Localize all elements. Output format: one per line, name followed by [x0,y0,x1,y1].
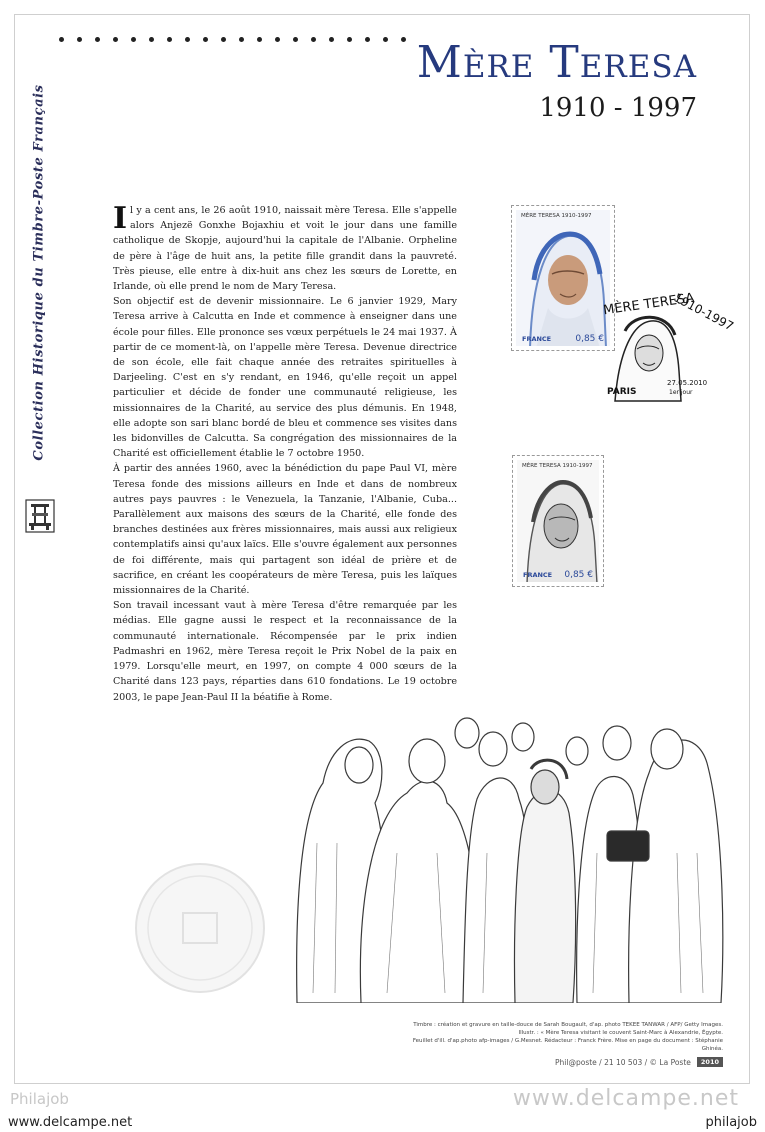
stamp-caption: MÈRE TERESA 1910-1997 [522,463,593,469]
biography-text [113,203,457,705]
printing-press-icon [25,499,55,533]
stamp-country: FRANCE [523,571,553,579]
bottom-bar-left: www.delcampe.net [8,1114,133,1130]
decorative-dots [59,37,406,42]
page-title: Mère Teresa [416,37,697,88]
stamp-caption: MÈRE TERESA 1910-1997 [521,213,592,219]
group-illustration [277,703,737,1003]
collection-side-title: Collection Historique du Timbre-Poste Français [31,84,47,461]
cancel-name: MÈRE TERESA [602,290,696,319]
embossed-seal [133,861,267,995]
paragraph-4: Son travail incessant vaut à mère Teresa d'être remarquée par les médias. Elle gagne aussi le respect et la reconnaissance de la communauté internationale. Récompensée par le prix indien Padmashri en 1962, mère Teresa reçoit le Prix Nobel de la paix en 1979. Lorsqu'elle meurt, en 1997, on compte 4 000 sœurs de la Charité dans 123 pays, réparties dans 610 fondations. Le 19 octobre 2003, le pape Jean-Paul II la béatifie à Rome. [113,600,457,703]
credits: Timbre : création et gravure en taille-douce de Sarah Bougault, d'ap. photo TEKEE TANWAR / AFP/ Getty Images. Illustr. : « Mère Teresa visitant le couvent Saint-Marc à Alexandrie, Égypte. Feuillet d'ill. d'ap.photo afp-images / G.Mesnet. Rédacteur : Franck Frère. Mise en page du document : Stéphanie Ghinéa. [412,1022,723,1052]
watermark-right: www.delcampe.net [512,1086,739,1111]
engraved-portrait [517,460,599,582]
cancel-first-day: 1er jour [669,389,693,396]
first-day-cancellation [585,290,736,411]
footer-reference: Phil@poste / 21 10 503 / © La Poste 2010 [555,1057,723,1067]
watermark-left: Philajob [10,1090,69,1108]
life-dates: 1910 - 1997 [539,93,697,123]
cancel-years: 1910-1997 [671,290,736,334]
stamp-engraved [512,455,604,587]
stamp-value: 0,85 € [564,570,593,580]
cancel-date: 27.05.2010 [667,379,708,387]
stamp-value: 0,85 € [575,334,604,344]
document-sheet [14,14,750,1084]
drop-cap: I [113,201,128,236]
year-badge: 2010 [697,1057,723,1067]
stamp-country: FRANCE [522,335,552,343]
paragraph-3: À partir des années 1960, avec la bénédiction du pape Paul VI, mère Teresa fonde des missions ailleurs en Inde et dans de nombreux autres pays pauvres : le Venezuela, la Tanzanie, l'Albanie, Cuba... Parallèlement aux maisons des sœurs de la Charité, elle fonde des branches destinées aux frères missionnaires, mais aussi aux religieux contemplatifs ainsi qu'aux laïcs. Elle s'ouvre également aux personnes de foi différente, mais qui partagent son idéal de prière et de sacrifice, en créant les coopérateurs de mère Teresa, puis les laïques missionnaires de la Charité. [113,463,457,597]
cancel-city: PARIS [607,387,637,397]
bottom-bar-right: philajob [705,1114,757,1130]
bottom-bar [0,1112,765,1132]
paragraph-2: Son objectif est de devenir missionnaire. Le 6 janvier 1929, Mary Teresa arrive à Calcutta en Inde et commence à enseigner dans une école pour filles. Elle prononce ses vœux perpétuels le 24 mai 1937. À partir de ce moment-là, on l'appelle mère Teresa. Devenue directrice de son école, elle fait chaque année des retraites spirituelles à Darjeeling. C'est en s'y rendant, en 1946, qu'elle reçoit un appel particulier et décide de fonder une communauté religieuse, les missionnaires de la Charité, au service des plus démunis. En 1948, elle adopte son sari blanc bordé de bleu et commence ses visites dans les bidonvilles de Calcutta. Sa congrégation des missionnaires de la Charité est officiellement établie le 7 octobre 1950. [113,296,457,460]
paragraph-1: Il y a cent ans, le 26 août 1910, naissait mère Teresa. Elle s'appelle alors Anjezë Gonxhe Bojaxhiu et voit le jour dans une famille catholique de Skopje, aujourd'hui la capitale de l'Albanie. Orpheline de père à l'âge de huit ans, la petite fille grandit dans la pauvreté. Très pieuse, elle entre à dix-huit ans chez les sœurs de Lorette, en Irlande, où elle prend le nom de Mary Teresa. [113,201,457,293]
